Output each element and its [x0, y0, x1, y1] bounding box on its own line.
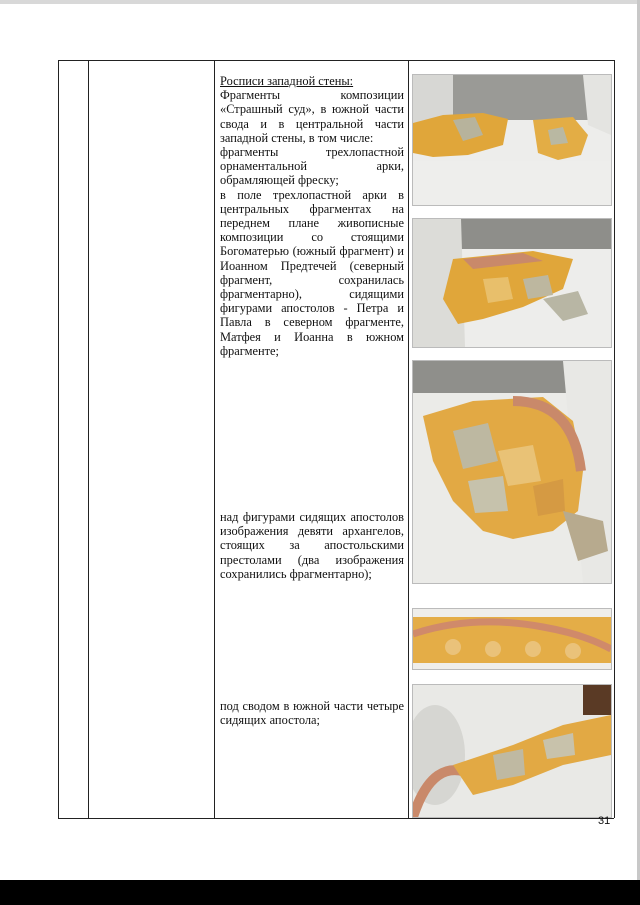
paragraph: в поле трехлопастной арки в центральных фрагментах на переднем плане живописные композиции со стоящими Богоматерью (южный фрагмент) и Иоанном Предтечей (северный фрагмент, сохранилась фрагментарно), сидящими фигурами апостолов - Петра и Павла в северном фрагменте, Матфея и Иоанна в южном фрагменте;	[220, 187, 404, 358]
section-heading: Росписи западной стены:	[220, 74, 354, 88]
scan-edge-top	[0, 0, 640, 4]
paragraph: под сводом в южной части четыре сидящих апостола;	[220, 699, 404, 728]
photo-fresco-south-vault-apostles	[412, 684, 612, 818]
photo-fresco-central-fragment	[412, 360, 612, 584]
description-block-main	[220, 74, 404, 358]
table-bottom-border	[58, 818, 614, 819]
table-col-4	[408, 60, 409, 818]
table-col-1	[58, 60, 59, 818]
paragraph: над фигурами сидящих апостолов изображения девяти архангелов, стоящих за апостольскими престолами (два изображения сохранились фрагментарно);	[220, 510, 404, 581]
description-block-apostles	[220, 699, 404, 727]
photo-fresco-fragments-vault	[412, 74, 612, 206]
scan-edge-bottom	[0, 880, 640, 905]
page-number: 31	[598, 815, 611, 827]
table-col-5	[614, 60, 615, 818]
description-block-archangels	[220, 510, 404, 581]
table-col-2	[88, 60, 89, 818]
photo-fresco-archangels-strip	[412, 608, 612, 670]
table-col-3	[214, 60, 215, 818]
table-top-border	[58, 60, 614, 61]
paragraph: фрагменты трехлопастной орнаментальной арки, обрамляющей фреску;	[220, 145, 404, 188]
photo-fresco-arch-fragment	[412, 218, 612, 348]
paragraph: Фрагменты композиции «Страшный суд», в южной части свода и в центральной части западной стены, в том числе:	[220, 88, 404, 145]
